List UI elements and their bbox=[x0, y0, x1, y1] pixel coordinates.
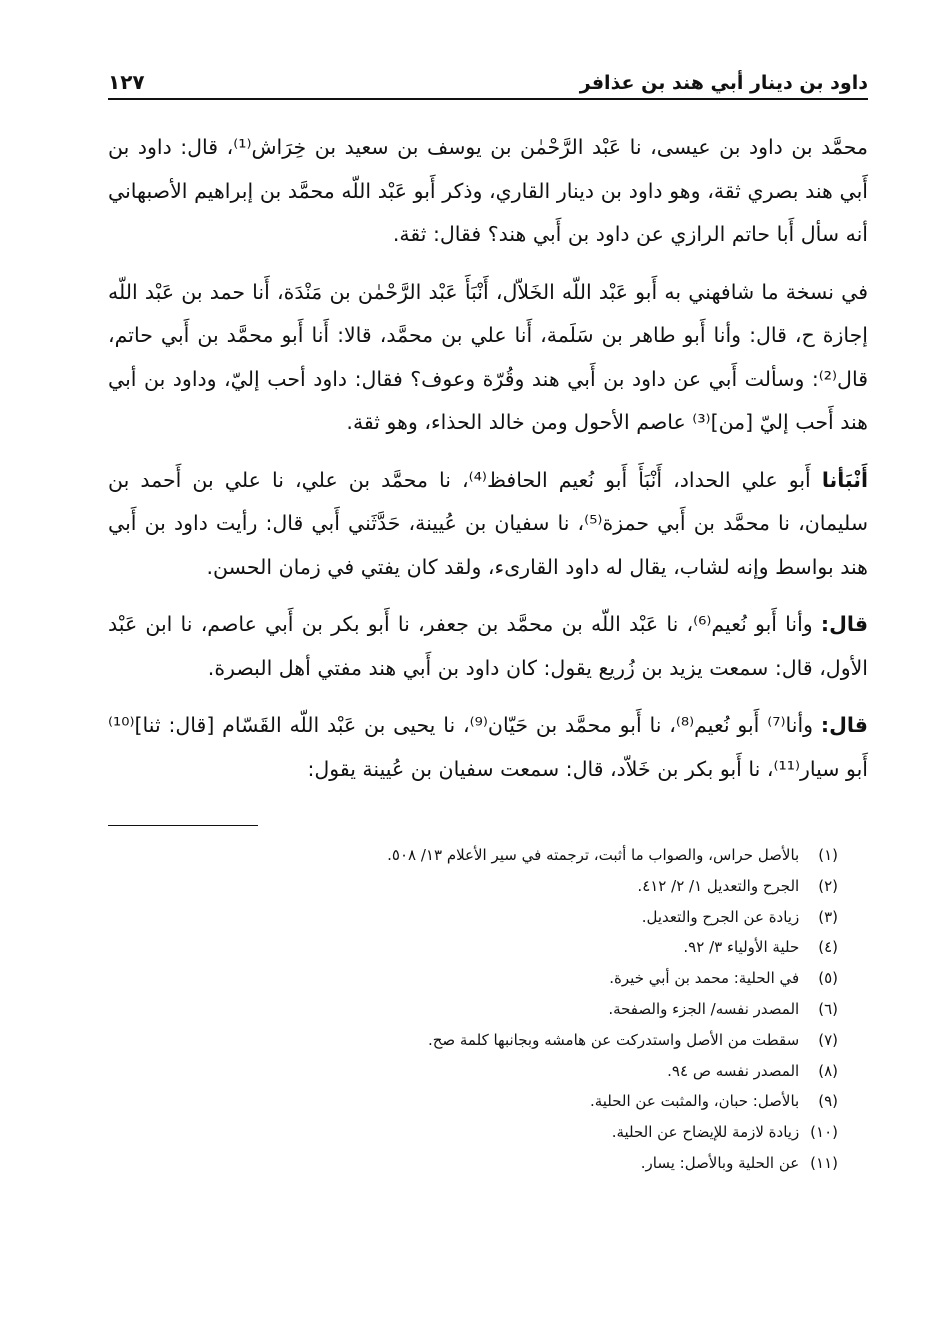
footnote-text: زيادة عن الجرح والتعديل. bbox=[641, 907, 800, 926]
paragraph bbox=[108, 704, 868, 791]
footnote-number: (٤) bbox=[818, 938, 838, 957]
footnote-number: (١٠) bbox=[810, 1123, 838, 1142]
footnote-text: حلية الأولياء ٣/ ٩٢. bbox=[683, 938, 800, 957]
paragraph-text: أَبو علي الحداد، أَنْبَأَ أَبو نُعيم الحافظ⁽⁴⁾، نا محمَّد بن علي، نا علي بن أَحمد بن سليمان، نا محمَّد بن أَبي حمزة⁽⁵⁾، نا سفيان بن عُيينة، حَدَّثَني أَبي قال: رأيت داود بن أَبي هند بواسط وإنه لشاب، يقال له داود القارىء، ولقد كان يفتي في زمان الحسن. bbox=[108, 467, 868, 579]
footnote-number: (٥) bbox=[818, 969, 838, 988]
page-header bbox=[108, 58, 868, 100]
footnote-text: في الحلية: محمد بن أبي خيرة. bbox=[609, 969, 800, 988]
footnote-text: سقطت من الأصل واستدركت عن هامشه وبجانبها كلمة صح. bbox=[427, 1030, 800, 1049]
footnote-number: (٧) bbox=[818, 1030, 838, 1049]
paragraph-text: وأنا⁽⁷⁾ أَبو نُعيم⁽⁸⁾، نا أَبو محمَّد بن حَيّان⁽⁹⁾، نا يحيى بن عَبْد اللّه القَسّام [قال: ثنا]⁽¹⁰⁾ أَبو سيار⁽¹¹⁾، نا أَبو بكر بن خَلاّد، قال: سمعت سفيان بن عُيينة يقول: bbox=[108, 713, 868, 781]
footnote bbox=[108, 963, 838, 994]
footnote-number: (٨) bbox=[818, 1061, 838, 1080]
paragraph bbox=[108, 459, 868, 590]
footnote-number: (٣) bbox=[818, 907, 838, 926]
paragraph-text: وأنا أَبو نُعيم⁽⁶⁾، نا عَبْد اللّه بن محمَّد بن جعفر، نا أَبو بكر بن أَبي عاصم، نا ابن عَبْد الأول، قال: سمعت يزيد بن زُريع يقول: كان داود بن أَبي هند مفتي أهل البصرة. bbox=[108, 612, 868, 680]
footnote bbox=[108, 994, 838, 1025]
footnote-separator-wrap bbox=[108, 805, 868, 826]
footnote bbox=[108, 871, 838, 902]
footnote-number: (١١) bbox=[810, 1153, 838, 1172]
paragraph-lead: قال: bbox=[820, 713, 868, 737]
paragraph bbox=[108, 271, 868, 445]
footnotes bbox=[108, 840, 868, 1179]
footnote-text: بالأصل: حبان، والمثبت عن الحلية. bbox=[589, 1092, 800, 1111]
footnote bbox=[108, 902, 838, 933]
footnote-text: زيادة لازمة للإيضاح عن الحلية. bbox=[611, 1123, 800, 1142]
footnote-number: (٢) bbox=[818, 876, 838, 895]
footnote-text: بالأصل حراس، والصواب ما أثبت، ترجمته في سير الأعلام ١٣/ ٥٠٨. bbox=[387, 846, 800, 864]
paragraph bbox=[108, 603, 868, 690]
paragraph-text: محمَّد بن داود بن عيسى، نا عَبْد الرَّحْمٰن بن يوسف بن سعيد بن خِرَاش⁽¹⁾، قال: داود بن أَبي هند بصري ثقة، وهو داود بن دينار القاري، وذكر أَبو عَبْد اللّه محمَّد بن إبراهيم الأصبهاني أنه سأل أَبا حاتم الرازي عن داود بن أَبي هند؟ فقال: ثقة. bbox=[108, 135, 868, 246]
footnote-separator bbox=[108, 825, 258, 826]
main-text bbox=[108, 126, 868, 791]
paragraph-text: في نسخة ما شافهني به أَبو عَبْد اللّه الخَلاّل، أَنْبَأَ عَبْد الرَّحْمٰن بن مَنْدَة، أَنا حمد بن عَبْد اللّه إجازة ح، قال: وأنا أَبو طاهر بن سَلَمة، أَنا علي بن محمَّد، قالا: أَنا أَبو محمَّد بن أَبي حاتم، قال⁽²⁾: وسألت أَبي عن داود بن أَبي هند وقُرّة وعوف؟ فقال: داود أحب إليّ، وداود بن أبي هند أَحب إليّ [من]⁽³⁾ عاصم الأحول ومن خالد الحذاء، وهو ثقة. bbox=[108, 279, 868, 434]
footnote-text: عن الحلية وبالأصل: يسار. bbox=[640, 1153, 800, 1172]
paragraph-lead: قال: bbox=[820, 612, 869, 636]
page-number: ١٢٧ bbox=[108, 70, 145, 94]
footnote bbox=[108, 1056, 838, 1087]
footnote bbox=[108, 1086, 838, 1117]
footnote bbox=[108, 1117, 838, 1148]
footnote-number: (٦) bbox=[818, 999, 838, 1018]
running-title: داود بن دينار أبي هند بن عذافر bbox=[579, 72, 868, 94]
footnote bbox=[108, 840, 838, 871]
footnote bbox=[108, 1148, 838, 1179]
footnote-text: المصدر نفسه ص ٩٤. bbox=[667, 1061, 800, 1080]
footnote bbox=[108, 1025, 838, 1056]
paragraph-lead: أَنْبَأنا bbox=[821, 467, 868, 492]
footnote-number: (٩) bbox=[818, 1092, 838, 1111]
footnote-text: المصدر نفسه/ الجزء والصفحة. bbox=[608, 999, 800, 1018]
footnote-text: الجرح والتعديل ١/ ٢/ ٤١٢. bbox=[637, 876, 800, 895]
footnote bbox=[108, 932, 838, 963]
paragraph bbox=[108, 126, 868, 257]
book-page bbox=[108, 58, 868, 1179]
footnote-number: (١) bbox=[818, 846, 838, 864]
